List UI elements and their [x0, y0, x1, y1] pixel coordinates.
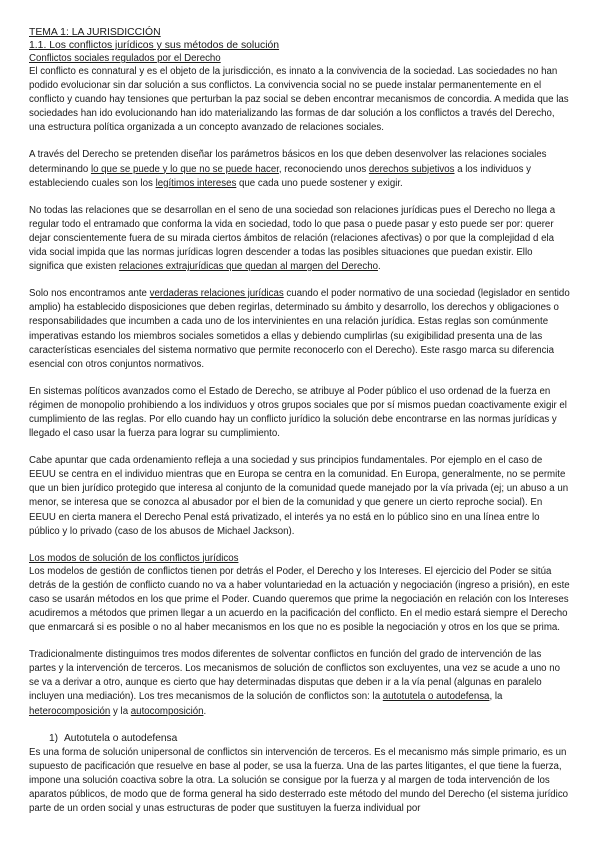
underlined-term: verdaderas relaciones jurídicas	[149, 288, 284, 300]
underlined-term: autocomposición	[130, 705, 204, 717]
underlined-term: autotutela o autodefensa	[382, 691, 490, 703]
paragraph-2: A través del Derecho se pretenden diseñar los parámetros básicos en los que deben desenvolver las relaciones sociales determinando lo que se puede y lo que no se puede hacer, reconociendo unos derechos subjetivos a los individuos y estableciendo cuales son los legítimos intereses que cada uno puede sostener y exigir.	[29, 149, 547, 189]
paragraph-5: En sistemas políticos avanzados como el Estado de Derecho, se atribuye al Poder público el uso ordenad de la fuerza en régimen de monopolio prohibiendo a los individuos y otros grupos sociales que por sí mismos puedan coactivamente exigir el cumplimiento de las reglas. Por ello cuando hay un conflicto jurídico la solución debe encontrarse en las normas jurídicas y llegado el caso usar la fuerza para lograr su cumplimiento.	[29, 385, 567, 440]
paragraph-4: Solo nos encontramos ante verdaderas relaciones jurídicas cuando el poder normativo de una sociedad (legislador en sentido amplio) ha establecido disposiciones que deben regirlas, determinado su ámbito y desarrollo, los derechos y obligaciones o responsabilidades que incumben a cada uno de los intervinientes en una relación jurídica. Estas reglas son comúnmente imperativas estando los miembros sociales sometidos a ellas y debiendo cumplirlas (su exigibilidad presenta una de las características esenciales del sistema normativo que permite reconocerlo con el Derecho). Este rasgo marca su diferencia esencial con otros conjuntos normativos.	[29, 288, 570, 370]
subheading-conflictos-sociales: Conflictos sociales regulados por el Derecho	[29, 53, 221, 64]
underlined-term: lo que se puede y lo que no se puede hacer	[90, 163, 279, 175]
paragraph-9: Es una forma de solución unipersonal de conflictos sin intervención de terceros. Es el mecanismo más simple primario, es un supuesto de pacificación que resuelve en base al poder, se usa la fuerza. Una de las partes litigantes, el que tiene la fuerza, impone una solución coactiva sobre la otra. La solución se consigue por la fuerza y al margen de toda intervención de los aparatos públicos, de modo que de forma general ha sido desterrado este método del mundo del Derecho (el sistema jurídico parte de un orden social y unas estructuras de poder que sustituyen la fuerza individual por	[29, 746, 569, 815]
document-title: TEMA 1: LA JURISDICCIÓN	[29, 27, 161, 38]
paragraph-3: No todas las relaciones que se desarrollan en el seno de una sociedad son relaciones jurídicas pues el Derecho no llega a regular todo el entramado que conforma la vida en sociedad, todo lo que pasa o puede pasar y esto puede ser por: querer dejar conscientemente fuera de su mirada ciertos ámbitos de relación (relaciones afectivas) o por que la complejidad d ela vida social impida que las normas jurídicas logren descender a todas las posibles situaciones que puedan existir. Ello significa que existen relaciones extrajurídicas que quedan al margen del Derecho.	[29, 204, 556, 273]
underlined-term: legítimos intereses	[155, 177, 237, 189]
list-number: 1)	[49, 732, 59, 744]
paragraph-6: Cabe apuntar que cada ordenamiento refleja a una sociedad y sus principios fundamentales. Por ejemplo en el caso de EEUU se centra en el individuo mientras que en Europa se centra en la comunidad. En Europa, generalmente, no se permite que un bien jurídico protegido que interesa al conjunto de la comunidad quede manejado por la vía privada (ej; un abuso a un menor, se interesa que se conozca al abusador por el bien de la comunidad y que genere un cierto reproche social). En EEUU en cierta manera el Derecho Penal está privatizado, el interés ya no está en lo público sino en una línea entre lo público y lo privado (caso de los abusos de Michael Jackson).	[29, 455, 569, 537]
paragraph-7: Los modelos de gestión de conflictos tienen por detrás el Poder, el Derecho y los Intereses. El ejercicio del Poder se sitúa detrás de la gestión de conflicto cuando no va a haber voluntariedad en la actuación y negociación (ingreso a prisión), en este caso se usarán métodos en los que prime el Poder. Cuando queremos que prime la negociación en relación con los Intereses acudiremos a métodos que primen llegar a un acuerdo en la pacificación del conflicto. En el medio estará siempre el Derecho que enmarcará si es posible o no al haber mecanismos en los que no es posible la negociación y otros en los que se prima.	[29, 565, 570, 634]
paragraph-1: El conflicto es connatural y es el objeto de la jurisdicción, es innato a la convivencia de la sociedad. Las sociedades no han podido evolucionar sin dar solución a sus conflictos. La convivencia social no se puede instalar permanentemente en el conflicto y cuando hay tensiones que perturban la paz social se deben encontrar mecanismos de concordia. A medida que las sociedades han ido evolucionando han ido materializando las formas de dar solución a los conflictos a través del Derecho, una estructura política organizada a un concepto avanzado de relaciones sociales.	[29, 66, 569, 134]
list-label: Autotutela o autodefensa	[64, 732, 178, 744]
underlined-term: derechos subjetivos	[368, 163, 455, 175]
paragraph-8: Tradicionalmente distinguimos tres modos diferentes de solventar conflictos en función del grado de intervención de las partes y la intervención de terceros. Los mecanismos de solución de conflictos son excluyentes, una vez se acude a uno no se va a derivar a otro, aunque es cierto que hay determinadas disputas que deben ir a la vía penal (algunas en paralelo incluyen una mediación). Los tres mecanismos de la solución de conflictos son: la autotutela o autodefensa, la heterocomposición y la autocomposición.	[29, 649, 560, 717]
section-heading: 1.1. Los conflictos jurídicos y sus métodos de solución	[29, 40, 280, 51]
subheading-modos-solucion: Los modos de solución de los conflictos jurídicos	[29, 552, 239, 564]
underlined-term: relaciones extrajurídicas que quedan al margen del Derecho	[118, 261, 378, 273]
list-item-autotutela	[49, 732, 570, 746]
underlined-term: heterocomposición	[29, 705, 111, 717]
